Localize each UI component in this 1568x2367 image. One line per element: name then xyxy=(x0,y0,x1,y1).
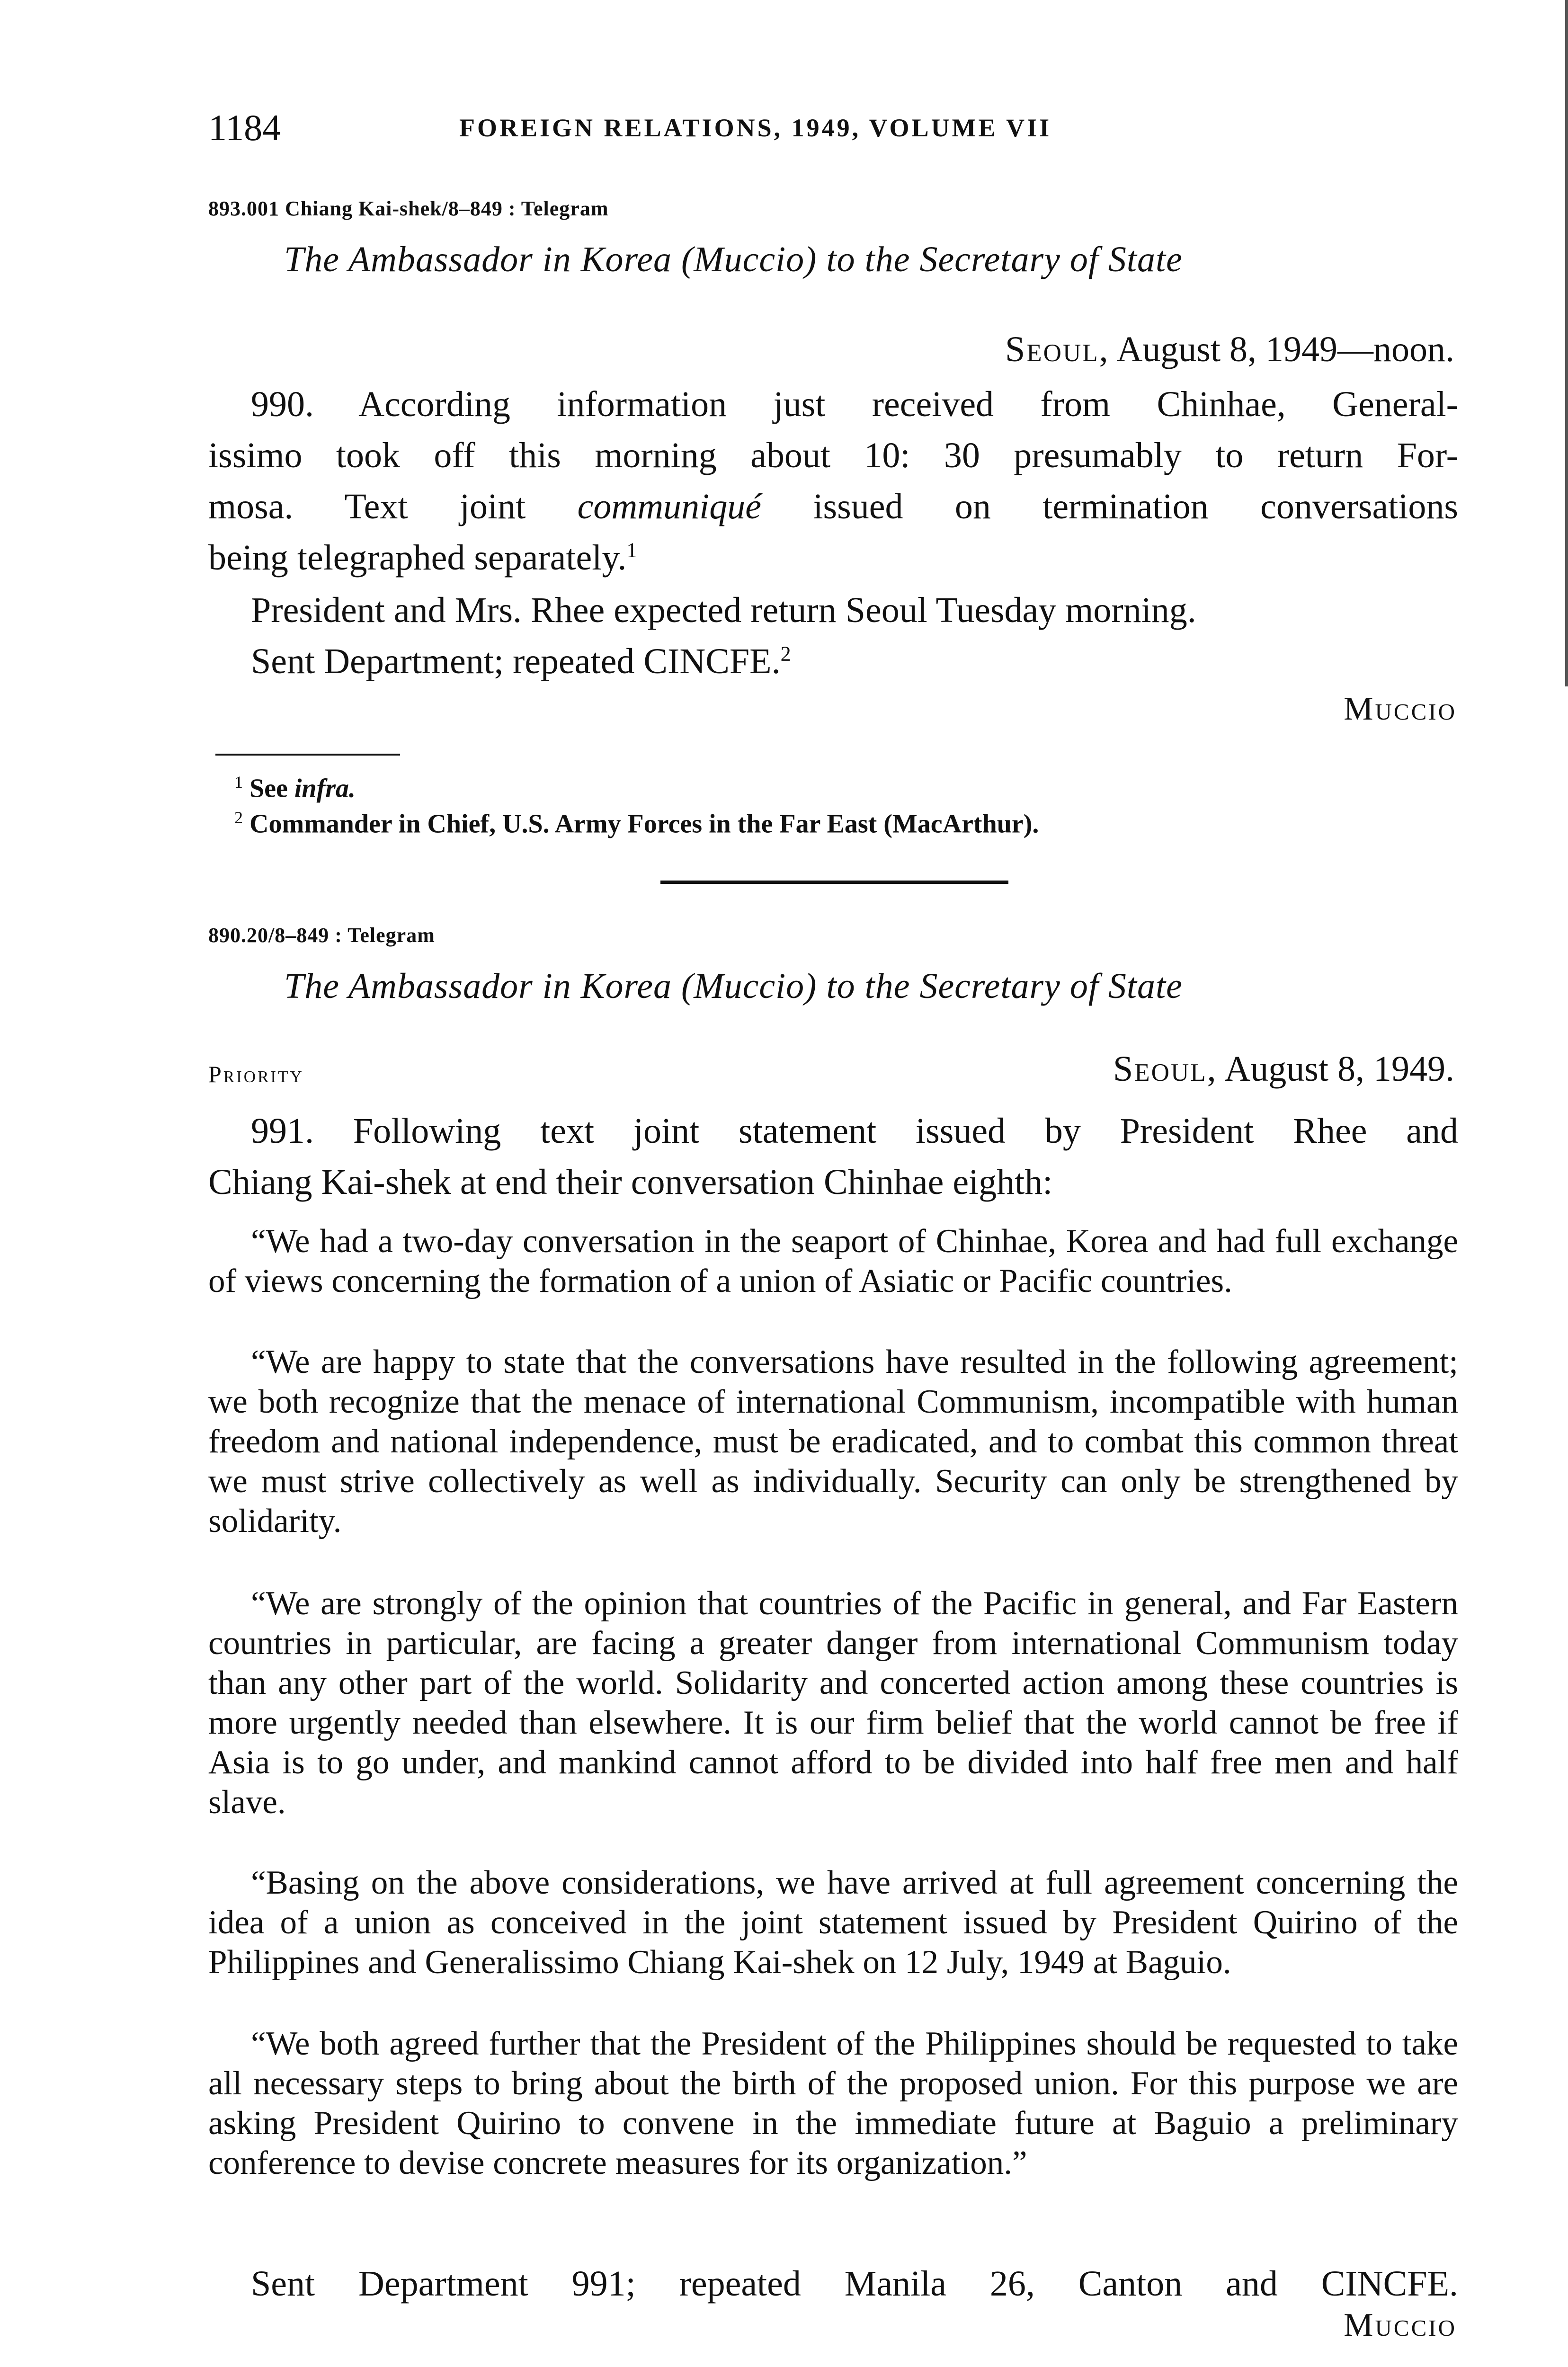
doc1-file-reference: 893.001 Chiang Kai-shek/8–849 : Telegram xyxy=(208,197,609,220)
quote-paragraph-4: “Basing on the above considerations, we have arrived at full agreement concerning the idea of a union as conceived in the joint statement issued by President Quirino of the Philippines and Generalissimo Chiang Kai-shek on 12 July, 1949 at Baguio. xyxy=(208,1864,1458,1981)
doc1-signature: Muccio xyxy=(1344,691,1457,727)
doc2-file-reference: 890.20/8–849 : Telegram xyxy=(208,924,435,947)
scan-edge xyxy=(1565,0,1568,686)
quote-paragraph-3: “We are strongly of the opinion that countries of the Pacific in general, and Far Eastern countries in particular, are facing a greater danger from international Communism today than any other part of the world. Solidarity and concerted action among these countries is more urgently needed than elsewhere. It is our firm belief that the world cannot be free if Asia is to go under, and mankind cannot afford to be divided into half free men and half slave. xyxy=(208,1585,1458,1821)
doc1-dateline: Seoul, August 8, 1949—noon. xyxy=(1005,329,1454,369)
running-head xyxy=(208,107,1354,149)
quote-paragraph-5: “We both agreed further that the President of the Philippines should be requested to take all necessary steps to bring about the birth of the proposed union. For this purpose we are asking President Quirino to convene in the immediate future at Baguio a preliminary conference to devise concrete measures for its organization.” xyxy=(208,2025,1458,2181)
footnote-rule xyxy=(215,754,400,756)
volume-title: FOREIGN RELATIONS, 1949, VOLUME VII xyxy=(459,114,1052,142)
quote-paragraph-2: “We are happy to state that the conversations have resulted in the following agreement; we both recognize that the menace of international Communism, incompatible with human freedom and national independence, must be eradicated, and to combat this common threat we must strive collectively as well as individually. Security can only be strengthened by solidarity. xyxy=(208,1344,1458,1539)
doc1-heading: The Ambassador in Korea (Muccio) to the Secretary of State xyxy=(284,240,1183,279)
doc2-closing: Sent Department 991; repeated Manila 26, Canton and CINCFE. xyxy=(251,2264,1458,2304)
doc2-dateline: Seoul, August 8, 1949. xyxy=(1113,1049,1454,1089)
footnote-1: $^1$ See infra. xyxy=(234,773,356,803)
doc2-heading: The Ambassador in Korea (Muccio) to the Secretary of State xyxy=(284,966,1183,1006)
footnote-2: $^2$ Commander in Chief, U.S. Army Forces in the Far East (MacArthur). xyxy=(234,808,1039,839)
quote-paragraph-1: “We had a two-day conversation in the seaport of Chinhae, Korea and had full exchange of views concerning the formation of a union of Asiatic or Pacific countries. xyxy=(208,1223,1458,1299)
footnote-ref-1: 1 xyxy=(626,538,637,562)
section-divider xyxy=(660,881,1008,884)
doc2-intro: 991. Following text joint statement issued by President Rhee and Chiang Kai-shek at end their conversation Chinhae eighth: xyxy=(208,1111,1458,1202)
doc2-signature: Muccio xyxy=(1344,2307,1457,2343)
priority-label: Priority xyxy=(208,1061,304,1087)
doc1-paragraph-3: Sent Department; repeated CINCFE.$^2$ xyxy=(251,641,791,681)
doc1-paragraph-1: 990. According information just received from Chinhae, General- issimo took off this morning about 10: 30 presumably to return For- mosa. Text joint communiqué issued on termination conversations being telegraphed separately.$^1$ xyxy=(208,384,1458,578)
doc1-paragraph-2: President and Mrs. Rhee expected return Seoul Tuesday morning. xyxy=(251,590,1196,630)
footnote-ref-2: 2 xyxy=(780,642,791,666)
page-number: 1184 xyxy=(208,107,281,148)
